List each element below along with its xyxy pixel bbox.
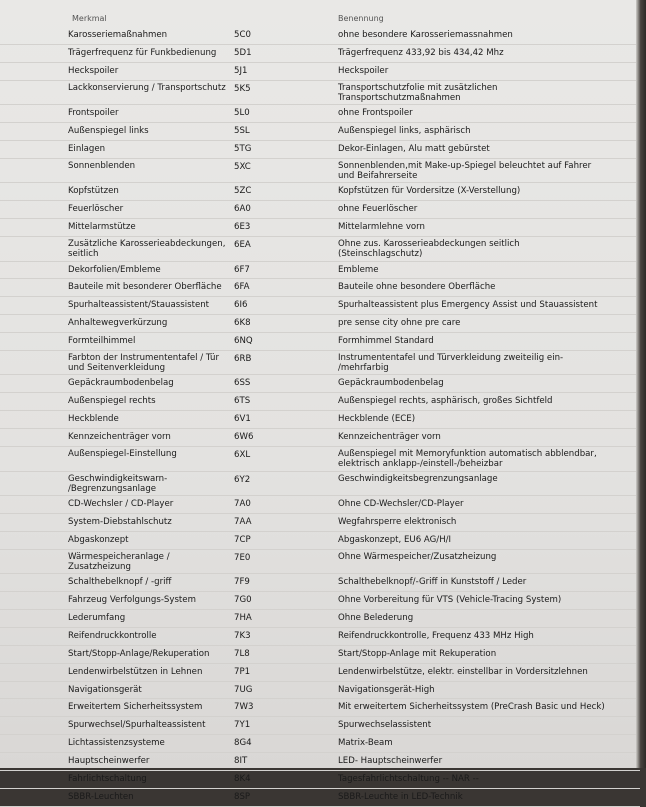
table-row bbox=[0, 315, 640, 333]
feature-code: 6XL bbox=[234, 450, 251, 461]
feature-description: Ohne Wärmespeicher/Zusatzheizung bbox=[338, 551, 497, 562]
feature-code: 6A0 bbox=[234, 204, 251, 215]
feature-description: ohne besondere Karosseriemassnahmen bbox=[338, 30, 513, 40]
table-row bbox=[0, 351, 640, 376]
table-row bbox=[0, 771, 640, 789]
feature-name: Spurwechsel/Spurhalteassistent bbox=[68, 720, 206, 731]
feature-name: Reifendruckkontrolle bbox=[68, 630, 157, 641]
feature-description: Außenspiegel links, asphärisch bbox=[338, 126, 471, 137]
table-row bbox=[0, 628, 640, 646]
table-row bbox=[0, 375, 640, 393]
feature-description: Ohne CD-Wechsler/CD-Player bbox=[338, 499, 464, 510]
feature-name: Lichtassistenzsysteme bbox=[68, 738, 165, 749]
feature-description: Matrix-Beam bbox=[338, 738, 393, 749]
table-row bbox=[0, 447, 640, 472]
table-row bbox=[0, 646, 640, 664]
feature-description: Bauteile ohne besondere Oberfläche bbox=[338, 282, 496, 293]
feature-description: Abgaskonzept, EU6 AG/H/I bbox=[338, 534, 452, 545]
feature-description: Reifendruckkontrolle, Frequenz 433 MHz High bbox=[338, 630, 534, 641]
feature-description: Wegfahrsperre elektronisch bbox=[338, 516, 457, 527]
feature-name: Zusätzliche Karosserieabdeckungen, seitlich bbox=[68, 239, 226, 260]
table-row bbox=[0, 429, 640, 447]
table-row bbox=[0, 496, 640, 514]
feature-name: Abgaskonzept bbox=[68, 534, 129, 545]
table-row bbox=[0, 219, 640, 237]
feature-name: Frontspoiler bbox=[68, 108, 119, 119]
feature-name: SBBR-Leuchten bbox=[68, 791, 134, 802]
feature-code: 5D1 bbox=[234, 47, 252, 58]
table-row bbox=[0, 393, 640, 411]
feature-name: Wärmespeicheranlage / Zusatzheizung bbox=[68, 551, 170, 572]
feature-name: Spurhalteassistent/Stauassistent bbox=[68, 300, 210, 311]
table-row bbox=[0, 550, 640, 575]
feature-code: 6W6 bbox=[234, 432, 254, 443]
feature-code: 7K3 bbox=[234, 630, 251, 641]
feature-name: Gepäckraumbodenbelag bbox=[68, 378, 174, 389]
feature-description: Tagesfahrlichtschaltung -- NAR -- bbox=[338, 774, 479, 784]
feature-code: 8IT bbox=[234, 756, 248, 767]
feature-code: 6I6 bbox=[234, 300, 248, 311]
feature-code: 6SS bbox=[234, 378, 251, 389]
table-row bbox=[0, 27, 640, 45]
table-edge bbox=[636, 0, 646, 768]
feature-name: Lackkonservierung / Transportschutz bbox=[68, 82, 226, 93]
feature-description: Mit erweitertem Sicherheitssystem (PreCrash Basic und Heck) bbox=[338, 702, 605, 713]
table-row bbox=[0, 592, 640, 610]
feature-name: Formteilhimmel bbox=[68, 336, 136, 347]
table-row bbox=[0, 279, 640, 297]
feature-description: Ohne zus. Karosserieabdeckungen seitlich (Steinschlagschutz) bbox=[338, 239, 520, 260]
feature-code: 6Y2 bbox=[234, 474, 251, 485]
feature-description: Navigationsgerät-High bbox=[338, 684, 435, 695]
table-row bbox=[0, 717, 640, 735]
feature-code: 7Y1 bbox=[234, 720, 251, 731]
table-row bbox=[0, 183, 640, 201]
feature-code: 5J1 bbox=[234, 65, 248, 76]
table-row bbox=[0, 532, 640, 550]
table-row bbox=[0, 735, 640, 753]
feature-name: Farbton der Instrumententafel / Tür und Seitenverkleidung bbox=[68, 352, 219, 373]
feature-description: Kennzeichenträger vorn bbox=[338, 432, 441, 443]
table-row bbox=[0, 610, 640, 628]
feature-description: Ohne Vorbereitung für VTS (Vehicle-Tracing System) bbox=[338, 595, 562, 606]
feature-code: 7CP bbox=[234, 534, 251, 545]
table-row bbox=[0, 141, 640, 159]
feature-name: Mittelarmstütze bbox=[68, 222, 136, 233]
feature-name: Außenspiegel-Einstellung bbox=[68, 449, 177, 460]
feature-name: Außenspiegel rechts bbox=[68, 396, 156, 407]
feature-code: 7L8 bbox=[234, 648, 250, 659]
table-row bbox=[0, 237, 640, 262]
feature-code: 7P1 bbox=[234, 666, 251, 677]
table-row bbox=[0, 699, 640, 717]
feature-description: Sonnenblenden,mit Make-up-Spiegel beleuchtet auf Fahrer und Beifahrerseite bbox=[338, 160, 592, 181]
feature-name: Sonnenblenden bbox=[68, 160, 136, 171]
feature-description: Spurhalteassistent plus Emergency Assist und Stauassistent bbox=[338, 300, 598, 311]
feature-description: Transportschutzfolie mit zusätzlichen Transportschutzmaßnahmen bbox=[338, 82, 498, 103]
feature-code: 5TG bbox=[234, 143, 252, 154]
feature-code: 6F7 bbox=[234, 264, 250, 275]
table-row bbox=[0, 411, 640, 429]
feature-name: Fahrlichtschaltung bbox=[68, 774, 147, 784]
feature-name: Bauteile mit besonderer Oberfläche bbox=[68, 282, 222, 293]
feature-code: 8K4 bbox=[234, 774, 251, 784]
feature-code: 7G0 bbox=[234, 595, 252, 606]
feature-code: 6NQ bbox=[234, 336, 253, 347]
feature-description: Formhimmel Standard bbox=[338, 336, 434, 347]
table-row bbox=[0, 105, 640, 123]
feature-code: 5SL bbox=[234, 126, 250, 137]
feature-description: Außenspiegel mit Memoryfunktion automatisch abblendbar, elektrisch anklapp-/einstell-/beheizbar bbox=[338, 449, 597, 470]
table-row bbox=[0, 262, 640, 280]
table-row bbox=[0, 297, 640, 315]
feature-description: ohne Feuerlöscher bbox=[338, 204, 418, 215]
feature-name: Anhaltewegverkürzung bbox=[68, 318, 168, 329]
feature-code: 6E3 bbox=[234, 222, 251, 233]
feature-name: Kopfstützen bbox=[68, 186, 119, 197]
table-row bbox=[0, 753, 640, 771]
table-row bbox=[0, 81, 640, 106]
feature-description: Außenspiegel rechts, asphärisch, großes Sichtfeld bbox=[338, 396, 553, 407]
feature-code: 6K8 bbox=[234, 318, 251, 329]
feature-name: Navigationsgerät bbox=[68, 684, 142, 695]
feature-name: Heckblende bbox=[68, 414, 119, 425]
feature-code: 7F9 bbox=[234, 577, 250, 588]
feature-code: 5K5 bbox=[234, 83, 251, 94]
table-row bbox=[0, 63, 640, 81]
feature-description: Ohne Belederung bbox=[338, 612, 414, 623]
table-row bbox=[0, 159, 640, 184]
feature-name: Fahrzeug Verfolgungs-System bbox=[68, 595, 196, 606]
feature-description: Instrumententafel und Türverkleidung zweiteilig ein- /mehrfarbig bbox=[338, 352, 564, 373]
feature-code: 7E0 bbox=[234, 552, 251, 563]
feature-name: Hauptscheinwerfer bbox=[68, 756, 150, 767]
feature-description: LED- Hauptscheinwerfer bbox=[338, 756, 443, 767]
feature-code: 6EA bbox=[234, 240, 251, 251]
feature-table bbox=[0, 27, 640, 807]
feature-name: Dekorfolien/Embleme bbox=[68, 264, 161, 275]
feature-description: Embleme bbox=[338, 264, 379, 275]
feature-name: Trägerfrequenz für Funkbedienung bbox=[68, 47, 217, 58]
feature-description: Heckblende (ECE) bbox=[338, 414, 416, 425]
table-row bbox=[0, 682, 640, 700]
feature-code: 6V1 bbox=[234, 414, 251, 425]
feature-code: 5C0 bbox=[234, 30, 251, 40]
feature-name: Heckspoiler bbox=[68, 65, 119, 76]
feature-code: 7UG bbox=[234, 684, 253, 695]
table-row bbox=[0, 45, 640, 63]
table-row bbox=[0, 664, 640, 682]
table-header bbox=[0, 14, 640, 26]
feature-code: 7W3 bbox=[234, 702, 254, 713]
feature-description: Dekor-Einlagen, Alu matt gebürstet bbox=[338, 143, 490, 154]
feature-name: Einlagen bbox=[68, 143, 106, 154]
feature-code: 5ZC bbox=[234, 186, 252, 197]
feature-description: pre sense city ohne pre care bbox=[338, 318, 461, 329]
table-row bbox=[0, 574, 640, 592]
feature-code: 6TS bbox=[234, 396, 251, 407]
feature-code: 7AA bbox=[234, 516, 252, 527]
feature-description: Geschwindigkeitsbegrenzungsanlage bbox=[338, 473, 498, 484]
feature-name: Karosseriemaßnahmen bbox=[68, 30, 168, 40]
table-row bbox=[0, 789, 640, 807]
feature-name: Lendenwirbelstützen in Lehnen bbox=[68, 666, 203, 677]
feature-code: 6FA bbox=[234, 282, 250, 293]
feature-description: Gepäckraumbodenbelag bbox=[338, 378, 444, 389]
header-merkmal: Merkmal bbox=[72, 14, 107, 23]
table-row bbox=[0, 333, 640, 351]
table-row bbox=[0, 472, 640, 497]
feature-code: 5XC bbox=[234, 161, 251, 172]
feature-description: Lendenwirbelstütze, elektr. einstellbar in Vordersitzlehnen bbox=[338, 666, 588, 677]
feature-name: Kennzeichenträger vorn bbox=[68, 432, 171, 443]
table-row bbox=[0, 201, 640, 219]
feature-name: Lederumfang bbox=[68, 612, 126, 623]
feature-description: Spurwechselassistent bbox=[338, 720, 432, 731]
feature-description: ohne Frontspoiler bbox=[338, 108, 413, 119]
feature-description: Schalthebelknopf/-Griff in Kunststoff / Leder bbox=[338, 577, 527, 588]
feature-code: 6RB bbox=[234, 353, 252, 364]
feature-name: System-Diebstahlschutz bbox=[68, 516, 172, 527]
table-row bbox=[0, 123, 640, 141]
header-benennung: Benennung bbox=[338, 14, 384, 23]
feature-code: 7HA bbox=[234, 612, 252, 623]
feature-name: Feuerlöscher bbox=[68, 204, 124, 215]
feature-name: CD-Wechsler / CD-Player bbox=[68, 499, 174, 510]
feature-name: Schalthebelknopf / -griff bbox=[68, 577, 172, 588]
feature-name: Erweitertem Sicherheitssystem bbox=[68, 702, 203, 713]
feature-code: 5L0 bbox=[234, 108, 250, 119]
feature-code: 7A0 bbox=[234, 499, 251, 510]
feature-description: Mittelarmlehne vorn bbox=[338, 222, 425, 233]
feature-description: Kopfstützen für Vordersitze (X-Verstellung) bbox=[338, 186, 521, 197]
feature-description: Start/Stopp-Anlage mit Rekuperation bbox=[338, 648, 497, 659]
feature-description: Trägerfrequenz 433,92 bis 434,42 Mhz bbox=[338, 47, 504, 58]
feature-code: 8G4 bbox=[234, 738, 252, 749]
feature-code: 8SP bbox=[234, 791, 251, 802]
feature-name: Außenspiegel links bbox=[68, 126, 149, 137]
table-row bbox=[0, 514, 640, 532]
feature-description: Heckspoiler bbox=[338, 65, 389, 76]
feature-name: Start/Stopp-Anlage/Rekuperation bbox=[68, 648, 210, 659]
feature-name: Geschwindigkeitswarn- /Begrenzungsanlage bbox=[68, 473, 168, 494]
feature-description: SBBR-Leuchte in LED-Technik bbox=[338, 791, 463, 802]
